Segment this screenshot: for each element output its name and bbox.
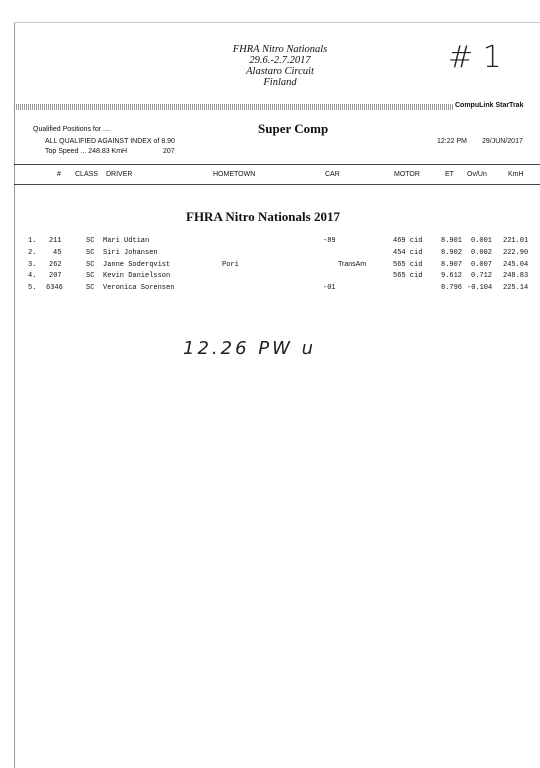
- event-venue: Alastaro Circuit: [246, 66, 314, 77]
- row-et: 8.796: [441, 284, 463, 292]
- col-et: ET: [445, 171, 454, 178]
- col-motor: MOTOR: [394, 171, 420, 178]
- row-position: 5.: [28, 284, 37, 292]
- row-position: 3.: [28, 261, 37, 269]
- event-name: FHRA Nitro Nationals: [232, 44, 328, 55]
- row-motor: 469 cid: [393, 237, 423, 245]
- col-driver: DRIVER: [106, 171, 133, 178]
- header-rule-top: [14, 164, 540, 165]
- row-motor: 454 cid: [393, 249, 423, 257]
- row-ovun: 0.001: [471, 237, 493, 245]
- brand-label: CompuLink StarTrak: [455, 102, 524, 109]
- row-kmh: 248.83: [503, 272, 529, 280]
- row-hometown: Pori: [222, 261, 239, 269]
- row-motor: 565 cid: [393, 272, 423, 280]
- col-kmh: KmH: [508, 171, 524, 178]
- row-car: TransAm: [338, 261, 367, 268]
- col-ovun: Ov/Un: [467, 171, 487, 178]
- row-driver: Janne Soderqvist: [103, 261, 171, 269]
- row-ovun: 0.712: [471, 272, 493, 280]
- col-class: CLASS: [75, 171, 98, 178]
- row-ovun: 0.002: [471, 249, 493, 257]
- row-kmh: 245.04: [503, 261, 529, 269]
- col-hometown: HOMETOWN: [213, 171, 256, 178]
- class-title: Super Comp: [258, 121, 329, 136]
- col-num: #: [57, 171, 61, 178]
- separator-hatch: [14, 104, 454, 110]
- row-driver: Siri Johansen: [103, 249, 158, 257]
- page-edge-top: [14, 22, 540, 23]
- row-motor: 565 cid: [393, 261, 423, 269]
- row-et: 8.901: [441, 237, 463, 245]
- row-class: SC: [86, 272, 95, 280]
- row-number: 45: [53, 249, 62, 257]
- event-header: [222, 44, 338, 88]
- row-kmh: 222.90: [503, 249, 529, 257]
- row-ovun: 0.007: [471, 261, 493, 269]
- row-ovun: -0.104: [467, 284, 493, 292]
- row-et: 8.902: [441, 249, 463, 257]
- row-kmh: 221.01: [503, 237, 529, 245]
- row-class: SC: [86, 284, 95, 292]
- row-car: -01: [323, 284, 336, 292]
- report-time: 12:22 PM: [437, 138, 467, 145]
- row-number: 6346: [46, 284, 63, 292]
- qualified-label: Qualified Positions for ....: [33, 126, 111, 133]
- row-driver: Kevin Danielsson: [103, 272, 171, 280]
- row-et: 9.612: [441, 272, 463, 280]
- row-class: SC: [86, 249, 95, 257]
- qualified-index: ALL QUALIFIED AGAINST INDEX of 8.90: [45, 138, 175, 145]
- row-et: 8.907: [441, 261, 463, 269]
- top-speed-car: 207: [163, 148, 175, 155]
- header-rule-bottom: [14, 184, 540, 185]
- row-position: 4.: [28, 272, 37, 280]
- event-dates: 29.6.-2.7.2017: [249, 55, 311, 66]
- row-position: 1.: [28, 237, 37, 245]
- row-number: 207: [49, 272, 62, 280]
- event-title: FHRA Nitro Nationals 2017: [186, 209, 340, 224]
- row-car: -89: [323, 237, 336, 245]
- row-number: 262: [49, 261, 62, 269]
- row-position: 2.: [28, 249, 37, 257]
- row-number: 211: [49, 237, 62, 245]
- handwritten-page-number: # 1: [448, 40, 502, 75]
- row-driver: Mari Udtian: [103, 237, 150, 245]
- row-class: SC: [86, 261, 95, 269]
- col-car: CAR: [325, 171, 340, 178]
- report-date: 29/JUN/2017: [482, 138, 523, 145]
- event-country: Finland: [263, 77, 297, 88]
- row-kmh: 225.14: [503, 284, 529, 292]
- top-speed: Top Speed ... 248.83 KmH: [45, 148, 128, 155]
- handwritten-note: 12.26 PW u: [183, 338, 317, 359]
- row-driver: Veronica Sorensen: [103, 284, 175, 292]
- row-class: SC: [86, 237, 95, 245]
- page-edge: [14, 22, 15, 768]
